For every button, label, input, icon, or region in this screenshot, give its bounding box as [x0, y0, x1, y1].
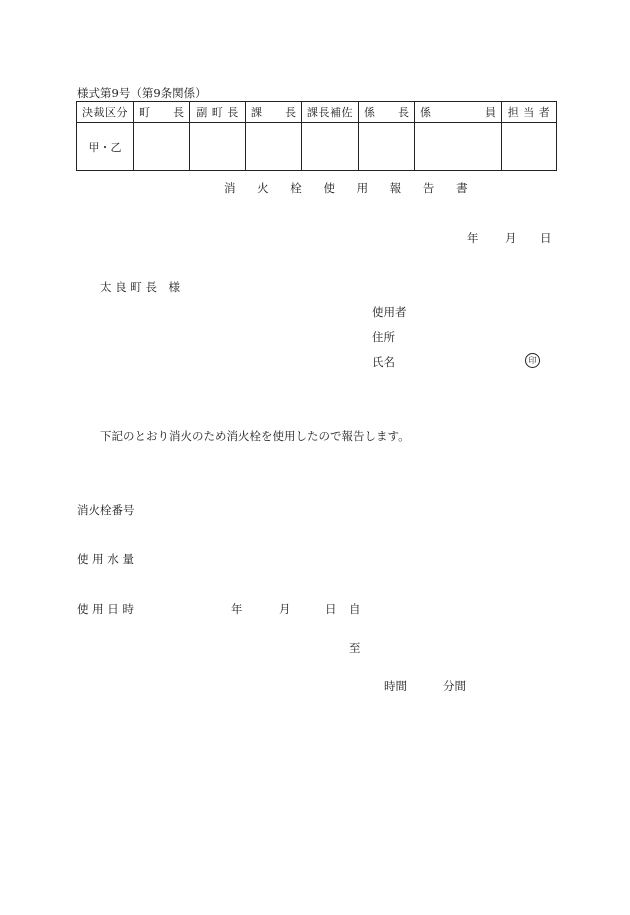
- signature-cell[interactable]: [246, 123, 302, 171]
- signature-cell[interactable]: [415, 123, 502, 171]
- addressee: 太 良 町 長 様: [100, 280, 180, 294]
- hydrant-number-label: 消火栓番号: [77, 503, 135, 517]
- approval-header-row: [77, 102, 557, 123]
- document-title: 消 火 栓 使 用 報 告 書: [224, 181, 477, 195]
- approval-table: [76, 101, 557, 171]
- to-label: 至: [349, 641, 361, 655]
- body-text: 下記のとおり消火のため消火栓を使用したので報告します。: [100, 429, 410, 443]
- date-year-label: 年: [467, 231, 479, 245]
- water-volume-label: 使 用 水 量: [77, 552, 134, 566]
- header-mayor: 町 長: [139, 106, 184, 119]
- seal-mark: 印: [525, 352, 540, 368]
- signature-cell[interactable]: [134, 123, 190, 171]
- signature-cell[interactable]: [359, 123, 415, 171]
- signature-cell[interactable]: [502, 123, 557, 171]
- address-label: 住所: [372, 330, 395, 344]
- usage-year-label: 年: [231, 602, 243, 616]
- signature-cell[interactable]: [302, 123, 359, 171]
- signature-cell[interactable]: [190, 123, 246, 171]
- date-month-label: 月: [505, 231, 517, 245]
- header-subsection-chief: 係 長: [364, 106, 409, 119]
- form-number: 様式第9号（第9条関係）: [77, 86, 207, 100]
- usage-datetime-label: 使 用 日 時: [77, 602, 134, 616]
- header-decision-type: 決裁区分: [82, 106, 128, 119]
- header-person-in-charge: 担 当 者: [507, 106, 551, 119]
- header-section-chief: 課 長: [251, 106, 296, 119]
- from-label: 自: [349, 602, 361, 616]
- header-staff: 係 員: [420, 106, 496, 119]
- usage-day-label: 日: [325, 602, 337, 616]
- header-assistant-chief: 課長補佐: [307, 106, 353, 119]
- name-label: 氏名: [372, 355, 395, 369]
- usage-month-label: 月: [279, 602, 291, 616]
- date-day-label: 日: [540, 231, 552, 245]
- minutes-label: 分間: [443, 679, 466, 693]
- hours-label: 時間: [384, 679, 407, 693]
- header-deputy-mayor: 副 町 長: [196, 106, 239, 119]
- decision-type-cell: 甲・乙: [77, 123, 134, 171]
- user-label: 使用者: [372, 305, 407, 319]
- approval-signature-row: [77, 123, 557, 171]
